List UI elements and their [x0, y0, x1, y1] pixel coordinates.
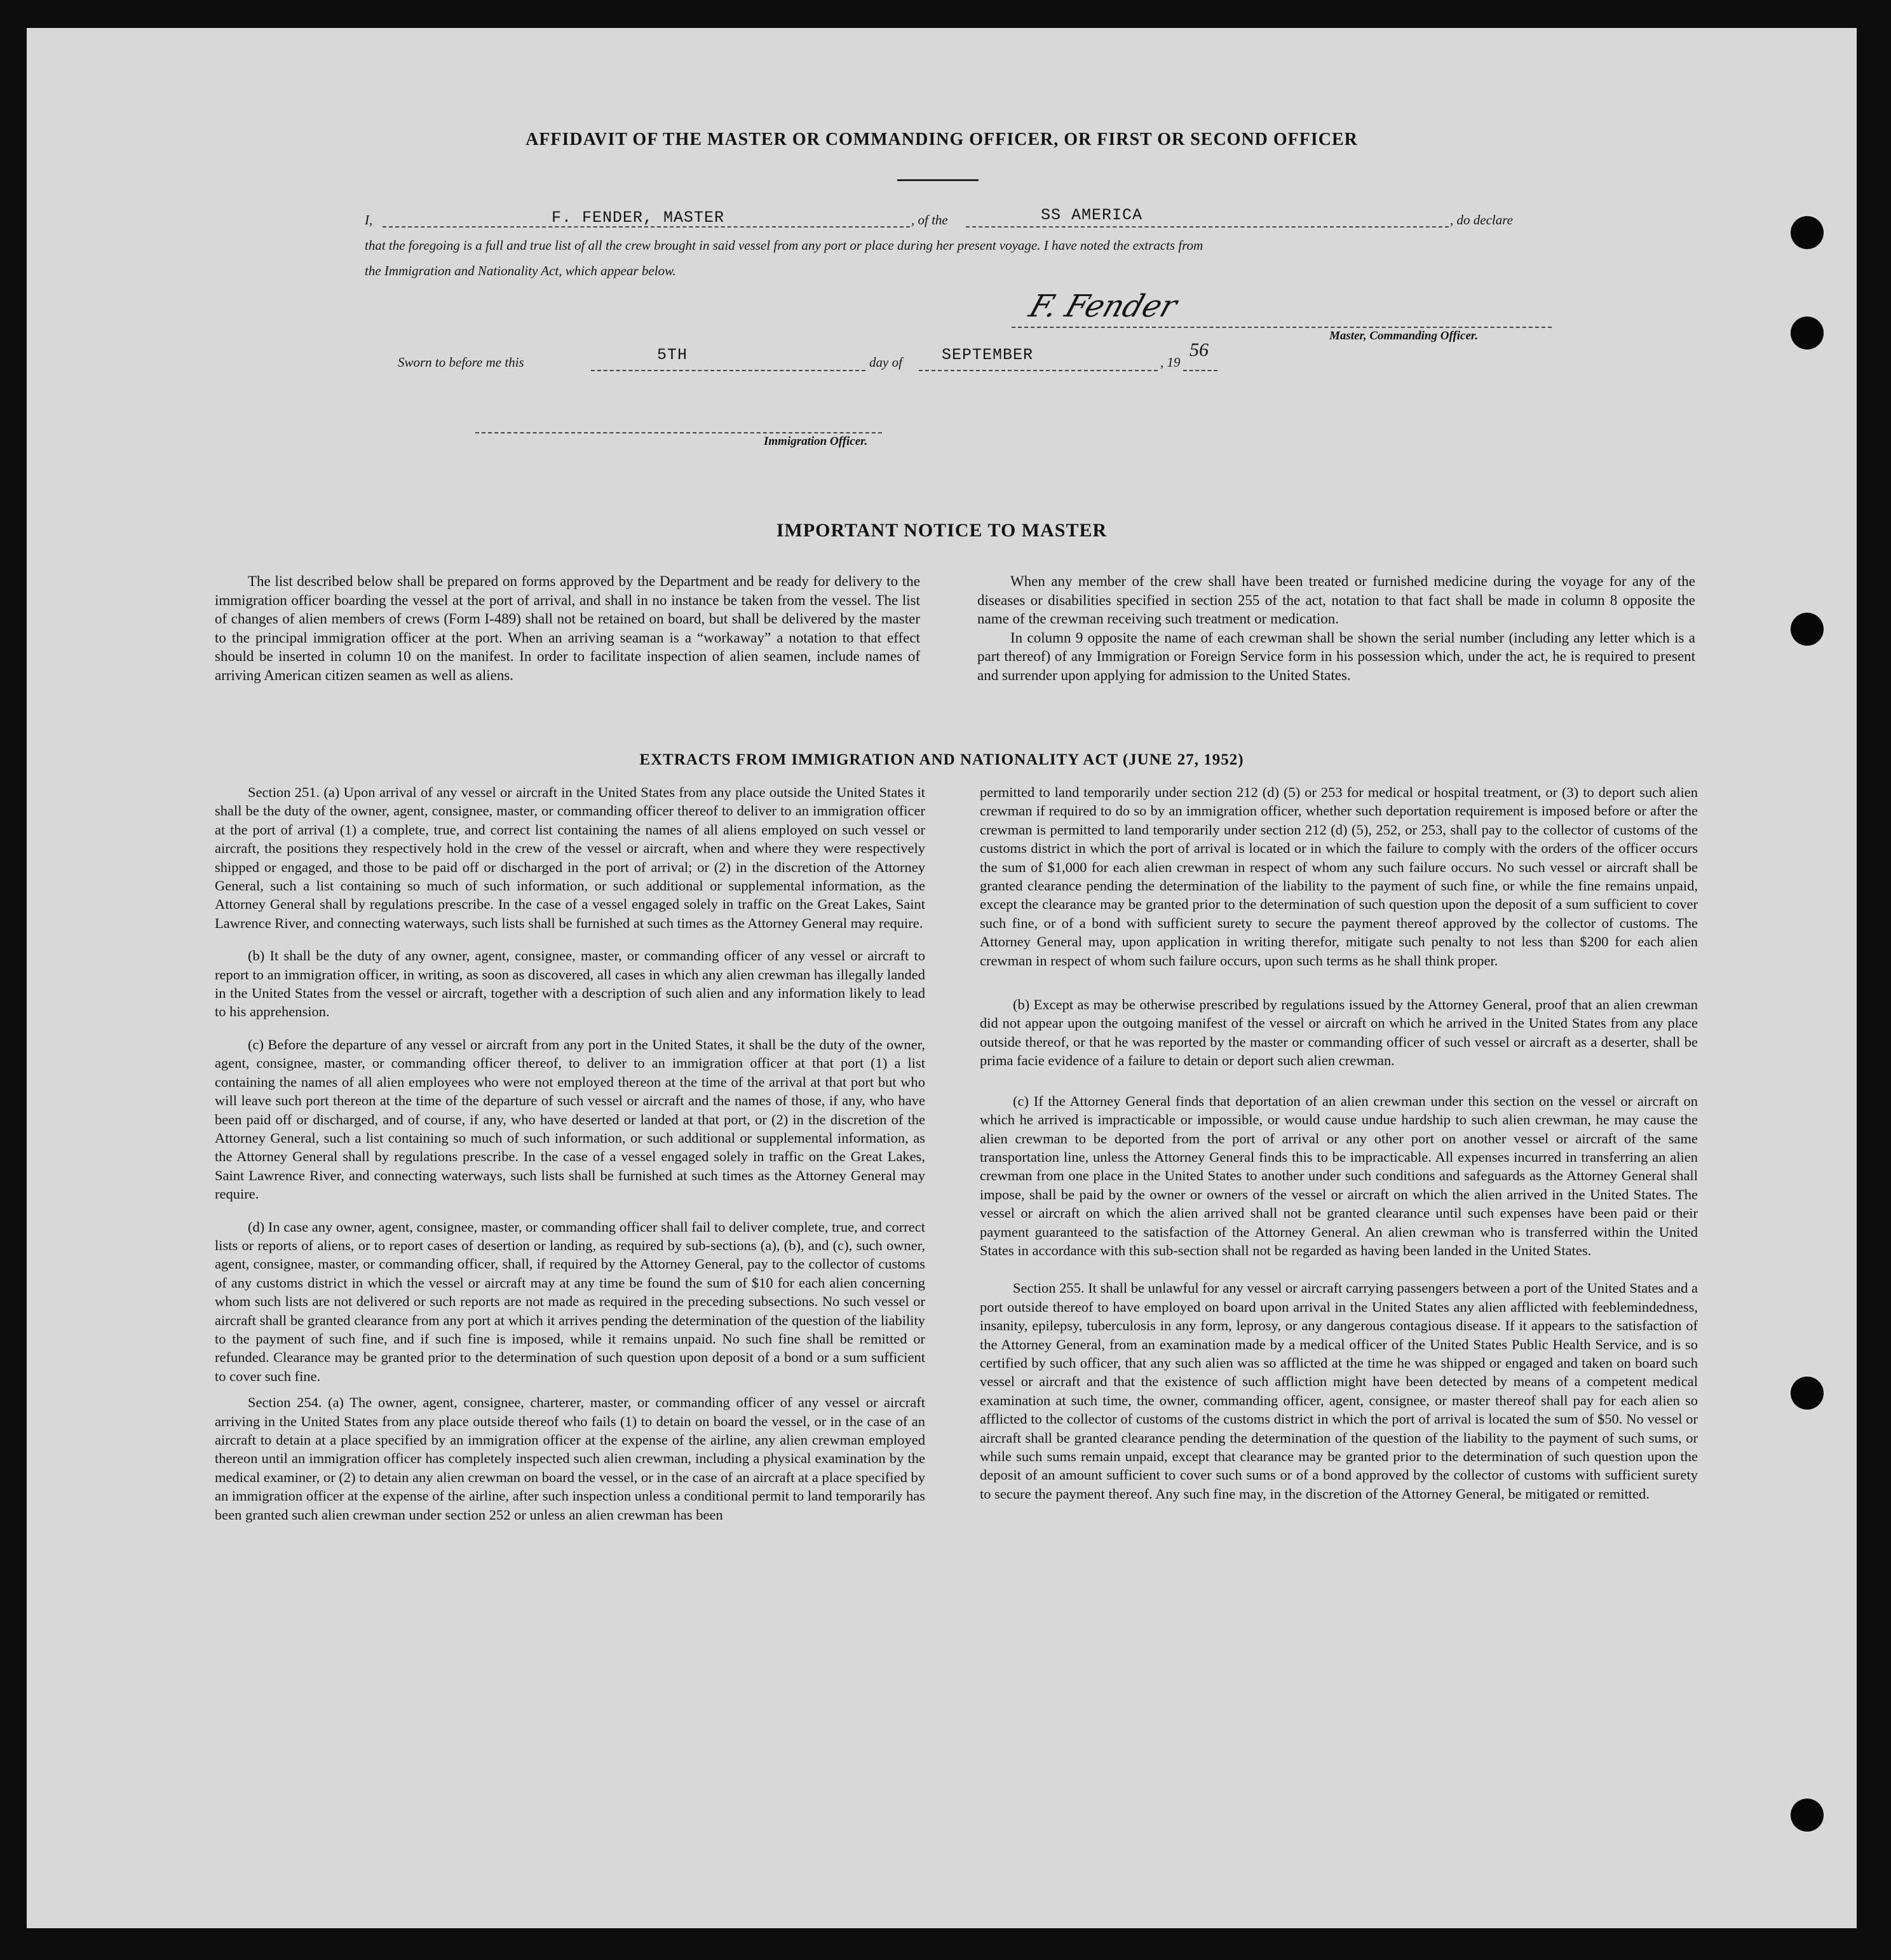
- extracts-right-column: [980, 783, 1698, 1503]
- signature-line: [1012, 327, 1552, 328]
- notice-right-paragraph-2: In column 9 opposite the name of each crewman shall be shown the serial number (including any letter which is a part thereof) of any Immigration or Foreign Service form in his possession which, under the act, he is required to present and surrender upon applying for admission to the United States.: [977, 629, 1695, 683]
- declarant-name: F. FENDER, MASTER: [552, 208, 725, 227]
- punch-hole: [1791, 1377, 1824, 1410]
- do-declare-label: , do declare: [1450, 212, 1513, 228]
- section-254-c: (c) If the Attorney General finds that deportation of an alien crewman under this section on the vessel or aircraft on which he arrived is impracticable or impossible, or would cause undue hardship to such alien crewman, he may cause the alien crewman to be deported from the port of arrival or any other port on another vessel or aircraft of the same transportation line, unless the Attorney General finds this to be impracticable. All expenses incurred in transferring an alien crewman from one place in the United States to another under such conditions and safeguards as the Attorney General shall impose, shall be paid by the owner or owners of the vessel or aircraft on which the alien arrived in the United States. The vessel or aircraft on which the alien arrived shall not be granted clearance until such expenses have been paid or their payment guaranteed to the satisfaction of the Attorney General. An alien crewman who is transferred within the United States in accordance with this sub-section shall not be regarded as having been landed in the United States.: [980, 1092, 1698, 1258]
- declaration-line-3: the Immigration and Nationality Act, which appear below.: [365, 263, 676, 278]
- section-251-c: (c) Before the departure of any vessel or aircraft from any port in the United States, it shall be the duty of the owner, agent, consignee, master, or commanding officer thereof, to deliver to an immigration officer at that port (1) a list containing the names of all alien employees who were not employed thereon at the time of the arrival at that port but who will leave such port thereon at the time of the departure of such vessel or aircraft and the names of those, if any, who have been paid off or discharged, and of course, if any, who have deserted or landed at that port, or (2) in the discretion of the Attorney General, such a list containing so much of such information, or such additional or supplemental information, as the Attorney General shall by regulations prescribe. In the case of a vessel engaged solely in traffic on the Great Lakes, Saint Lawrence River, and connecting waterways, such lists shall be furnished at such times as the Attorney General may require.: [215, 1036, 925, 1202]
- punch-hole: [1791, 613, 1824, 646]
- day-of-label: day of: [869, 355, 902, 370]
- sworn-day: 5TH: [657, 346, 688, 364]
- title-rule: [897, 179, 979, 181]
- vessel-name: SS AMERICA: [1041, 206, 1143, 224]
- section-251-b: (b) It shall be the duty of any owner, agent, consignee, master, or commanding officer of any vessel or aircraft to report to an immigration officer, in writing, as soon as discovered, all cases in which any alien crewman has illegally landed in the United States from the vessel or aircraft, together with a description of such alien and any information likely to lead to his apprehension.: [215, 948, 925, 1020]
- vessel-field-line: [966, 226, 1449, 228]
- year-prefix: , 19: [1160, 355, 1181, 370]
- sworn-text: Sworn to before me this: [398, 355, 524, 370]
- master-signature: F. Fender: [1024, 289, 1182, 324]
- declaration-line-2: that the foregoing is a full and true list of all the crew brought in said vessel from any port or place during her present voyage. I have noted the extracts from: [365, 238, 1203, 253]
- notice-right-column: [977, 572, 1695, 685]
- notice-left-column: [215, 572, 920, 685]
- of-the-label: , of the: [911, 212, 948, 228]
- sworn-month-line: [919, 370, 1158, 371]
- master-label: Master, Commanding Officer.: [1329, 329, 1479, 343]
- punch-hole: [1791, 216, 1824, 249]
- sworn-month: SEPTEMBER: [942, 346, 1034, 364]
- section-254-b: (b) Except as may be otherwise prescribed by regulations issued by the Attorney General, proof that an alien crewman did not appear upon the outgoing manifest of the vessel or aircraft on which he arrived in the United States from any place outside thereof, or that he was reported by the master or commanding officer of such vessel or aircraft as a deserter, shall be prima facie evidence of a failure to detain or deport such alien crewman.: [980, 997, 1698, 1069]
- punch-hole: [1791, 1799, 1824, 1832]
- affidavit-title: AFFIDAVIT OF THE MASTER OR COMMANDING OFFICER, OR FIRST OR SECOND OFFICER: [525, 130, 1358, 149]
- sworn-day-line: [591, 370, 865, 371]
- section-255: Section 255. It shall be unlawful for any vessel or aircraft carrying passengers between a port of the United States and a port outside thereof to have employed on board upon arrival in the United States any alien afflicted with feeblemindedness, insanity, epilepsy, tuberculosis in any form, leprosy, or any dangerous contagious disease. If it appears to the satisfaction of the Attorney General, from an examination made by a medical officer of the United States Public Health Service, and is so certified by such officer, that any such alien was so afflicted at the time he was shipped or engaged and taken on board such vessel or aircraft and that the existence of such affliction might have been detected by means of a competent medical examination at such time, the owner, commanding officer, agent, consignee, or master thereof shall pay for each alien so afflicted to the collector of customs of the customs district in which the port of arrival is located the sum of $50. No vessel or aircraft shall be granted clearance pending the determination of the question of the liability to the payment of such sums, or while such sums remain unpaid, except that clearance may be granted prior to the determination of such question upon the deposit of an amount sufficient to cover such sums or of a bond approved by the collector of customs with sufficient surety to secure the payment thereof. Any such fine may, in the discretion of the Attorney General, be mitigated or remitted.: [980, 1280, 1698, 1502]
- year-line: [1183, 370, 1217, 371]
- sworn-year: 56: [1190, 339, 1209, 360]
- document-page: [27, 28, 1857, 1928]
- notice-title: IMPORTANT NOTICE TO MASTER: [776, 520, 1108, 541]
- section-254-a-continued: permitted to land temporarily under section 212 (d) (5) or 253 for medical or hospital treatment, or (3) to deport such alien crewman if required to do so by an immigration officer, whether such deportation requirement is imposed before or after the crewman is permitted to land temporarily under section 212 (d) (5), 252, or 253, shall pay to the collector of customs of the customs district in which the port of arrival is located or in which the failure to comply with the orders of the officer occurs the sum of $1,000 for each alien crewman in respect of whom any such failure occurs. No such vessel or aircraft shall be granted clearance pending the determination of the liability to the payment of such fine, or while the fine remains unpaid, except the clearance may be granted prior to the determination of such question upon the deposit of a sum sufficient to cover such fine, or of a bond with sufficient surety to secure the payment thereof approved by the collector of customs. The Attorney General may, upon application in writing therefor, mitigate such penalty to not less than $200 for each alien crewman in respect of whom such failure occurs, upon such terms as he shall think proper.: [980, 784, 1698, 969]
- immigration-officer-label: Immigration Officer.: [764, 435, 868, 448]
- punch-hole: [1791, 316, 1824, 350]
- extracts-title: EXTRACTS FROM IMMIGRATION AND NATIONALITY ACT (JUNE 27, 1952): [639, 751, 1244, 768]
- notice-left-paragraph: The list described below shall be prepared on forms approved by the Department and be ready for delivery to the immigration officer boarding the vessel at the port of arrival, and shall in no instance be taken from the vessel. The list of changes of alien members of crews (Form I-489) shall not be retained on board, but shall be delivered by the master to the principal immigration officer at the port. When an arriving seaman is a “workaway” a notation to that effect should be inserted in column 10 on the manifest. In order to facilitate inspection of alien seamen, include names of arriving American citizen seamen as well as aliens.: [215, 573, 920, 683]
- extracts-left-column: [215, 783, 925, 1524]
- section-251-d: (d) In case any owner, agent, consignee, master, or commanding officer shall fail to deliver complete, true, and correct lists or reports of aliens, or to report cases of desertion or landing, as required by sub-sections (a), (b), and (c), such owner, agent, consignee, master, or commanding officer, shall, if required by the Attorney General, pay to the collector of customs of any customs district in which the vessel or aircraft may at any time be found the sum of $10 for each alien concerning whom such lists are not delivered or such reports are not made as required in the preceding subsections. No such vessel or aircraft shall be granted clearance from any port at which it arrives pending the determination of the question of the liability to the payment of such fine, and if such fine is imposed, while it remains unpaid. No such fine shall be remitted or refunded. Clearance may be granted prior to the determination of such question upon deposit of a bond or a sum sufficient to cover such fine.: [215, 1218, 925, 1384]
- section-254-a: Section 254. (a) The owner, agent, consignee, charterer, master, or commanding officer of any vessel or aircraft arriving in the United States from any place outside thereof who fails (1) to detain on board the vessel, or in the case of an aircraft to detain at a place specified by an immigration officer at the expense of the airline, any alien crewman employed thereon until an immigration officer has completely inspected such alien crewman, including a physical examination by the medical examiner, or (2) to detain any alien crewman on board the vessel, or in the case of an aircraft at a place specified by an immigration officer at the expense of the airline, after such inspection unless a conditional permit to land temporarily has been granted such alien crewman under section 252 or unless an alien crewman has been: [215, 1394, 925, 1523]
- notice-right-paragraph-1: When any member of the crew shall have been treated or furnished medicine during the voyage for any of the diseases or disabilities specified in section 255 of the act, notation to that fact shall be made in column 8 opposite the name of the crewman receiving such treatment or medication.: [977, 573, 1695, 627]
- immigration-officer-line: [475, 432, 882, 433]
- section-251-a: Section 251. (a) Upon arrival of any vessel or aircraft in the United States from any place outside the United States it shall be the duty of the owner, agent, consignee, master, or commanding officer thereof to deliver to an immigration officer at the port of arrival (1) a complete, true, and correct list containing the names of all aliens employed on such vessel or aircraft, the positions they respectively hold in the crew of the vessel or aircraft, when and where they were respectively shipped or engaged, and those to be paid off or discharged in the port of arrival; or (2) in the discretion of the Attorney General, such a list containing so much of such information, or such additional or supplemental information, as the Attorney General shall by regulations prescribe. In the case of a vessel engaged solely in traffic on the Great Lakes, Saint Lawrence River, and connecting waterways, such lists shall be furnished at such times as the Attorney General may require.: [215, 784, 925, 931]
- declaration-lead: I,: [365, 212, 373, 228]
